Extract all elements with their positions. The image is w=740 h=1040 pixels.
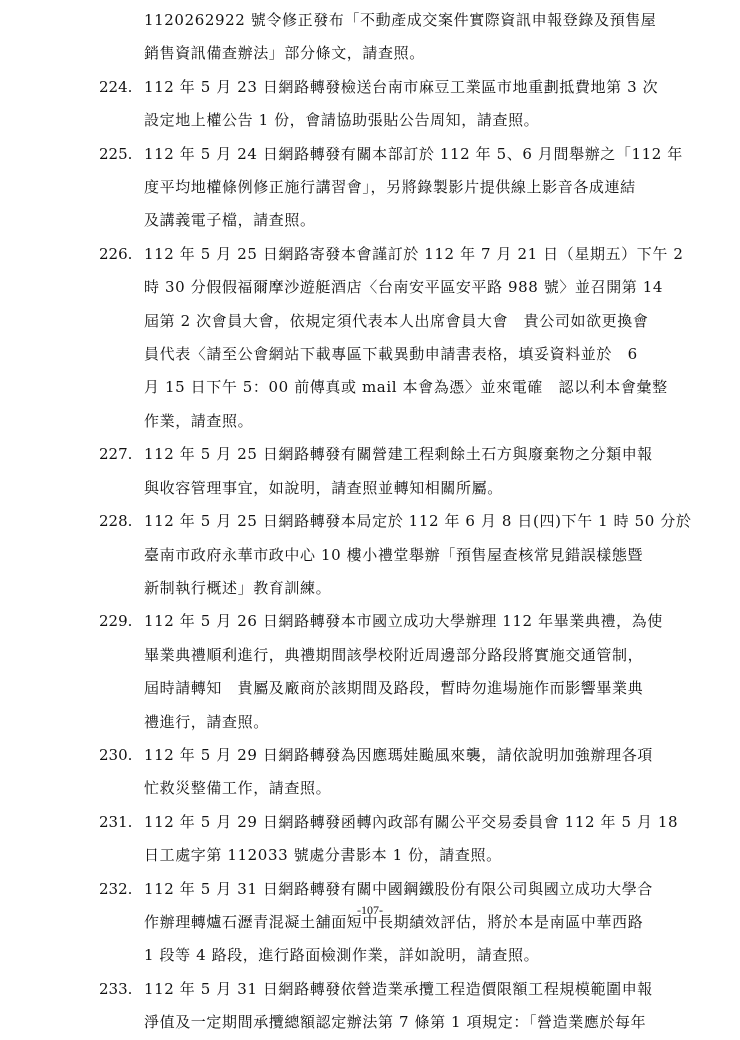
text-line: 112 年 5 月 29 日網路轉發函轉內政部有關公平交易委員會 112 年 5 月 18	[144, 812, 679, 831]
text-line: 112 年 5 月 26 日網路轉發本市國立成功大學辦理 112 年畢業典禮，為使	[144, 612, 663, 631]
text-line: 112 年 5 月 25 日網路寄發本會謹訂於 112 年 7 月 21 日（星期五）下午 2	[144, 244, 684, 263]
document-body	[99, 4, 692, 1040]
text-line: 日工處字第 112033 號處分書影本 1 份，請查照。	[144, 846, 502, 865]
text-line: 畢業典禮順利進行，典禮期間該學校附近周邊部分路段將實施交通管制，	[144, 645, 644, 664]
text-line: 屆時請轉知 貴屬及廠商於該期間及路段，暫時勿進場施作而影響畢業典	[144, 679, 644, 698]
text-line: 作業，請查照。	[144, 411, 254, 430]
continuation-paragraph	[108, 4, 680, 71]
text-line: 112 年 5 月 29 日網路轉發為因應瑪娃颱風來襲，請依說明加強辦理各項	[144, 745, 653, 764]
text-line: 屆第 2 次會員大會，依規定須代表本人出席會員大會 貴公司如欲更換會	[144, 311, 649, 330]
item-number: 228.	[99, 512, 133, 531]
text-line: 112 年 5 月 24 日網路轉發有關本部訂於 112 年 5、6 月間舉辦之「112 年	[144, 144, 683, 163]
text-line: 作辦理轉爐石瀝青混凝土舖面短中長期績效評估，將於本是南區中華西路	[144, 912, 644, 931]
text-line: 時 30 分假假福爾摩沙遊艇酒店〈台南安平區安平路 988 號〉並召開第 14	[144, 278, 664, 297]
text-line: 員代表〈請至公會網站下載專區下載異動申請書表格，填妥資料並於 6	[144, 345, 638, 364]
item-number: 230.	[99, 745, 133, 764]
item-number: 224.	[99, 77, 133, 96]
list-item-225	[99, 138, 683, 238]
text-line: 及講義電子檔，請查照。	[144, 211, 316, 230]
item-number: 226.	[99, 244, 133, 263]
list-item-226	[99, 238, 684, 438]
list-item-224	[99, 71, 680, 138]
list-item-231	[99, 806, 680, 873]
text-line: 度平均地權條例修正施行講習會」，另將錄製影片提供線上影音各成連結	[144, 178, 636, 197]
list-item-230	[99, 739, 680, 806]
text-line: 1120262922 號令修正發布「不動產成交案件實際資訊申報登錄及預售屋	[144, 11, 657, 29]
text-line: 112 年 5 月 31 日網路轉發依營造業承攬工程造價限額工程規模範圍申報	[144, 979, 653, 998]
text-line: 112 年 5 月 25 日網路轉發本局定於 112 年 6 月 8 日(四)下午 1 時 50 分於	[144, 512, 692, 531]
text-line: 新制執行概述」教育訓練。	[144, 578, 332, 597]
item-number: 229.	[99, 612, 133, 631]
text-line: 1 段等 4 路段，進行路面檢測作業，詳如說明，請查照。	[144, 946, 540, 965]
item-number: 227.	[99, 445, 133, 464]
text-line: 112 年 5 月 25 日網路轉發有關營建工程剩餘土石方與廢棄物之分類申報	[144, 445, 653, 464]
text-line: 112 年 5 月 23 日網路轉發檢送台南市麻豆工業區市地重劃抵費地第 3 次	[144, 77, 659, 96]
text-line: 禮進行，請查照。	[144, 712, 269, 731]
text-line: 112 年 5 月 31 日網路轉發有關中國鋼鐵股份有限公司與國立成功大學合	[144, 879, 653, 898]
list-item-227	[99, 438, 680, 505]
list-item-233	[99, 973, 680, 1040]
text-line: 月 15 日下午 5：00 前傳真或 mail 本會為憑〉並來電確 認以利本會彙整	[144, 378, 668, 397]
item-number: 232.	[99, 879, 133, 898]
item-number: 225.	[99, 144, 133, 163]
page-number: -107-	[357, 903, 383, 917]
text-line: 銷售資訊備查辦法」部分條文，請查照。	[144, 44, 425, 63]
text-line: 淨值及一定期間承攬總額認定辦法第 7 條第 1 項規定：「營造業應於每年	[144, 1013, 647, 1032]
text-line: 設定地上權公告 1 份，會請協助張貼公告周知，請查照。	[144, 111, 540, 130]
text-line: 臺南市政府永華市政中心 10 樓小禮堂舉辦「預售屋查核常見錯誤樣態暨	[144, 545, 644, 564]
item-number: 231.	[99, 812, 133, 831]
list-item-229	[99, 605, 680, 739]
list-item-228	[99, 505, 692, 605]
text-line: 與收容管理事宜，如說明，請查照並轉知相關所屬。	[144, 478, 503, 497]
item-number: 233.	[99, 979, 133, 998]
text-line: 忙救災整備工作，請查照。	[144, 779, 332, 798]
list-item-232	[99, 873, 680, 973]
